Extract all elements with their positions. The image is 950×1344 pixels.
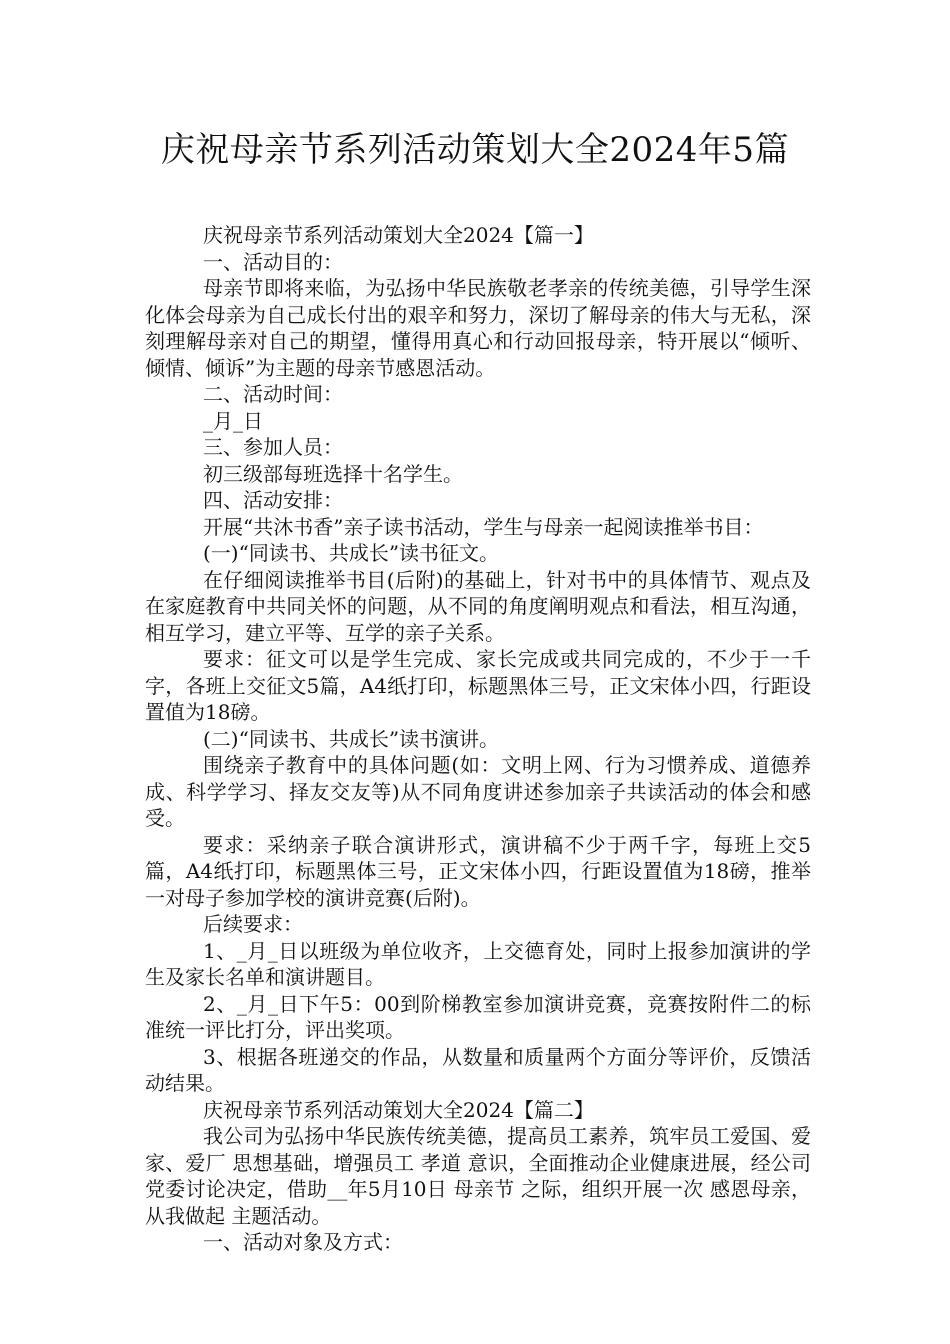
document-title: 庆祝母亲节系列活动策划大全2024年5篇 xyxy=(160,130,790,170)
subheading-essay: (一)“同读书、共成长”读书征文。 xyxy=(203,541,500,565)
subheading-speech: (二)“同读书、共成长”读书演讲。 xyxy=(203,726,500,751)
section-heading-part-1: 庆祝母亲节系列活动策划大全2024【篇一】 xyxy=(203,223,594,247)
paragraph-speech: 围绕亲子教育中的具体问题(如：文明上网、行为习惯养成、道德养成、科学学习、择友交友等)从不同角度讲述参加亲子共读活动的体会和感受。 xyxy=(145,753,811,830)
paragraph-company-intro: 我公司为弘扬中华民族传统美德，提高员工素养，筑牢员工爱国、爱家、爱厂 思想基础，增强员工 孝道 意识，全面推动企业健康进展，经公司党委讨论决定，借助__年5月10日 母亲节 之际，组织开展一次 感恩母亲，从我做起 主题活动。 xyxy=(145,1124,811,1228)
paragraph-purpose: 母亲节即将来临，为弘扬中华民族敬老孝亲的传统美德，引导学生深化体会母亲为自己成长付出的艰辛和努力，深切了解母亲的伟大与无私，深刻理解母亲对自己的期望，懂得用真心和行动回报母亲，特开展以“倾听、倾情、倾诉”为主题的母亲节感恩活动。 xyxy=(145,276,811,380)
heading-participants: 三、参加人员： xyxy=(203,435,343,459)
heading-arrangement: 四、活动安排： xyxy=(203,488,343,512)
section-heading-part-2: 庆祝母亲节系列活动策划大全2024【篇二】 xyxy=(203,1097,594,1122)
paragraph-follow-up-2: 2、_月_日下午5：00到阶梯教室参加演讲竞赛，竞赛按附件二的标准统一评比打分，评出奖项。 xyxy=(145,991,811,1042)
heading-activity-purpose: 一、活动目的： xyxy=(203,249,343,274)
paragraph-arrangement: 开展“共沐书香”亲子读书活动，学生与母亲一起阅读推举书目： xyxy=(203,514,764,539)
paragraph-follow-up-1: 1、_月_日以班级为单位收齐，上交德育处，同时上报参加演讲的学生及家长名单和演讲题目。 xyxy=(145,938,811,989)
paragraph-essay: 在仔细阅读推举书目(后附)的基础上，针对书中的具体情节、观点及在家庭教育中共同关怀的问题，从不同的角度阐明观点和看法，相互沟通，相互学习，建立平等、互学的亲子关系。 xyxy=(145,567,811,645)
heading-follow-up: 后续要求： xyxy=(203,912,303,936)
paragraph-time: _月_日 xyxy=(203,408,263,433)
heading-activity-target: 一、活动对象及方式： xyxy=(203,1230,403,1254)
heading-activity-time: 二、活动时间： xyxy=(203,382,343,406)
paragraph-speech-requirements: 要求：采纳亲子联合演讲形式，演讲稿不少于两千字，每班上交5篇，A4纸打印，标题黑体三号，正文宋体小四，行距设置值为18磅，推举一对母子参加学校的演讲竞赛(后附)。 xyxy=(145,832,811,910)
document-body xyxy=(145,222,811,1256)
paragraph-follow-up-3: 3、根据各班递交的作品，从数量和质量两个方面分等评价，反馈活动结果。 xyxy=(145,1044,811,1095)
paragraph-participants: 初三级部每班选择十名学生。 xyxy=(203,461,463,486)
paragraph-essay-requirements: 要求：征文可以是学生完成、家长完成或共同完成的，不少于一千字，各班上交征文5篇，A4纸打印，标题黑体三号，正文宋体小四，行距设置值为18磅。 xyxy=(145,647,811,724)
